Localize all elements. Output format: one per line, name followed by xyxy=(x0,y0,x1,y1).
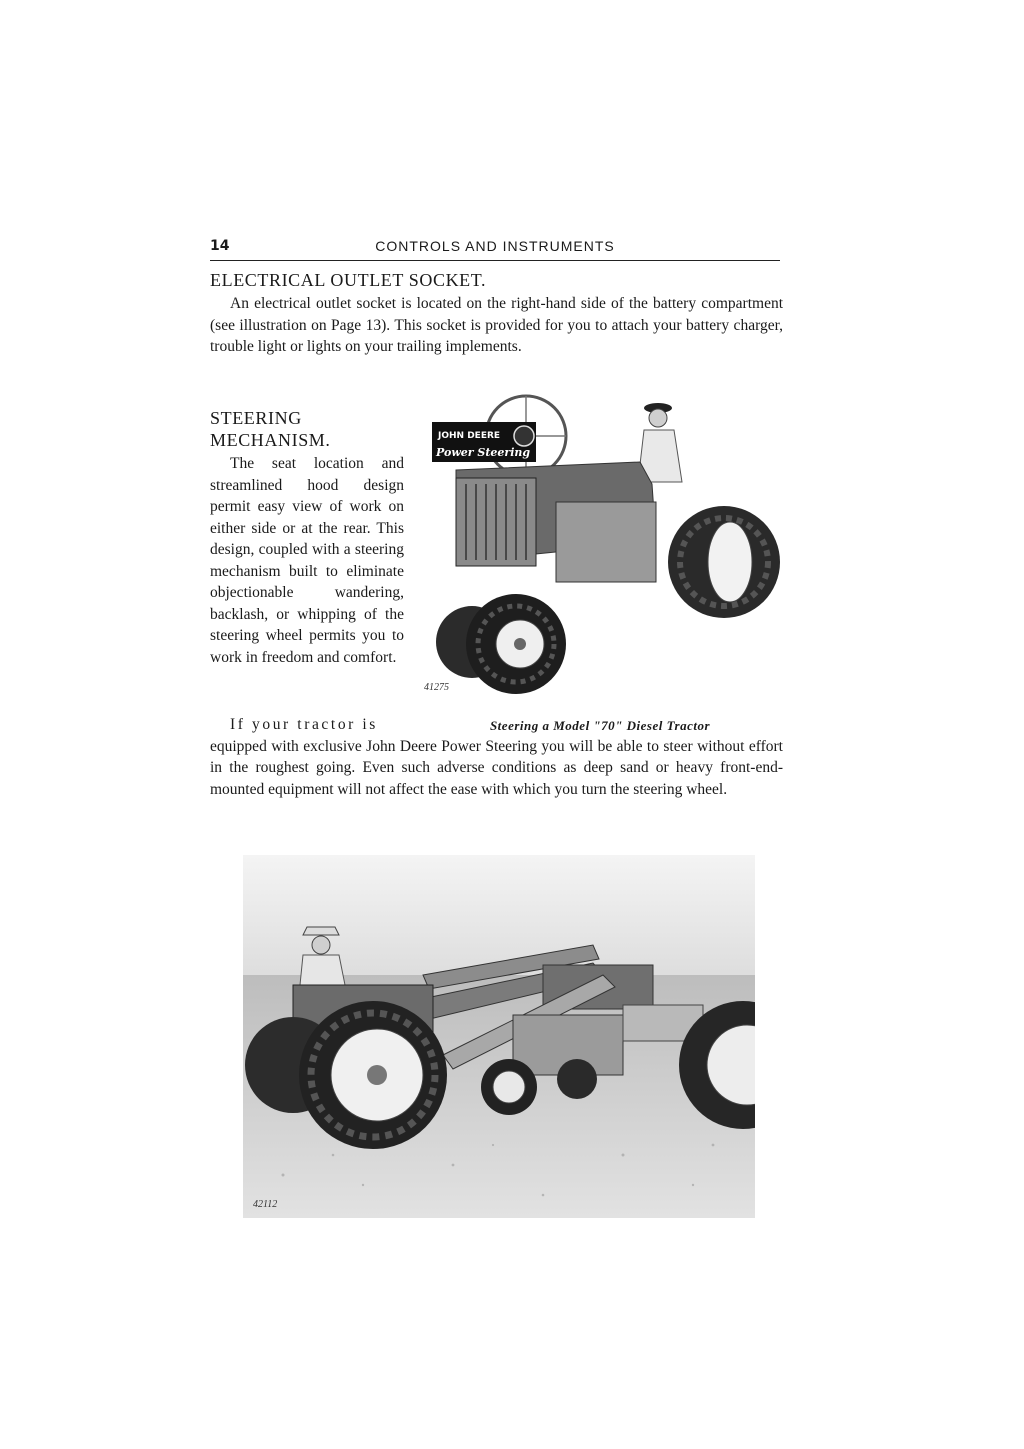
page-number: 14 xyxy=(210,238,230,254)
power-steering-text: equipped with exclusive John Deere Power Steering you will be able to steer without effort in the roughest going. Even such adverse conditions as deep sand or heavy front-end-mounted equipment will not affect the ease with which you turn the steering wheel. xyxy=(210,737,783,798)
steering-column xyxy=(210,407,404,668)
running-header xyxy=(210,238,780,261)
electrical-outlet-heading: ELECTRICAL OUTLET SOCKET. xyxy=(210,270,487,290)
power-steering-lead: If your tractor is xyxy=(230,716,378,733)
figure2-photo-number: 42112 xyxy=(253,1199,278,1210)
running-title: CONTROLS AND INSTRUMENTS xyxy=(375,238,615,254)
steering-paragraph: The seat location and streamlined hood design permit easy view of work on either side or at the rear. This design, coupled with a steering mechanism built to eliminate objectionable wandering, backlash, or whipping of the steering wheel permits you to work in freedom and comfort. xyxy=(210,455,404,666)
power-steering-paragraph xyxy=(210,714,783,800)
steering-heading: STEERING MECHANISM. xyxy=(210,408,331,450)
tractor-loader-photo xyxy=(243,855,755,1218)
tractor-power-steering-photo xyxy=(420,392,780,710)
sign-line-2: Power Steering xyxy=(436,446,531,459)
figure1-photo-number: 41275 xyxy=(424,682,449,693)
electrical-outlet-paragraph: An electrical outlet socket is located on the right-hand side of the battery compartment (see illustration on Page 13). This socket is provided for you to attach your battery charger, trouble light or lights on your trailing implements. xyxy=(210,295,783,355)
sign-line-1: JOHN DEERE xyxy=(438,431,501,441)
figure1-caption: Steering a Model "70" Diesel Tractor xyxy=(489,718,711,733)
